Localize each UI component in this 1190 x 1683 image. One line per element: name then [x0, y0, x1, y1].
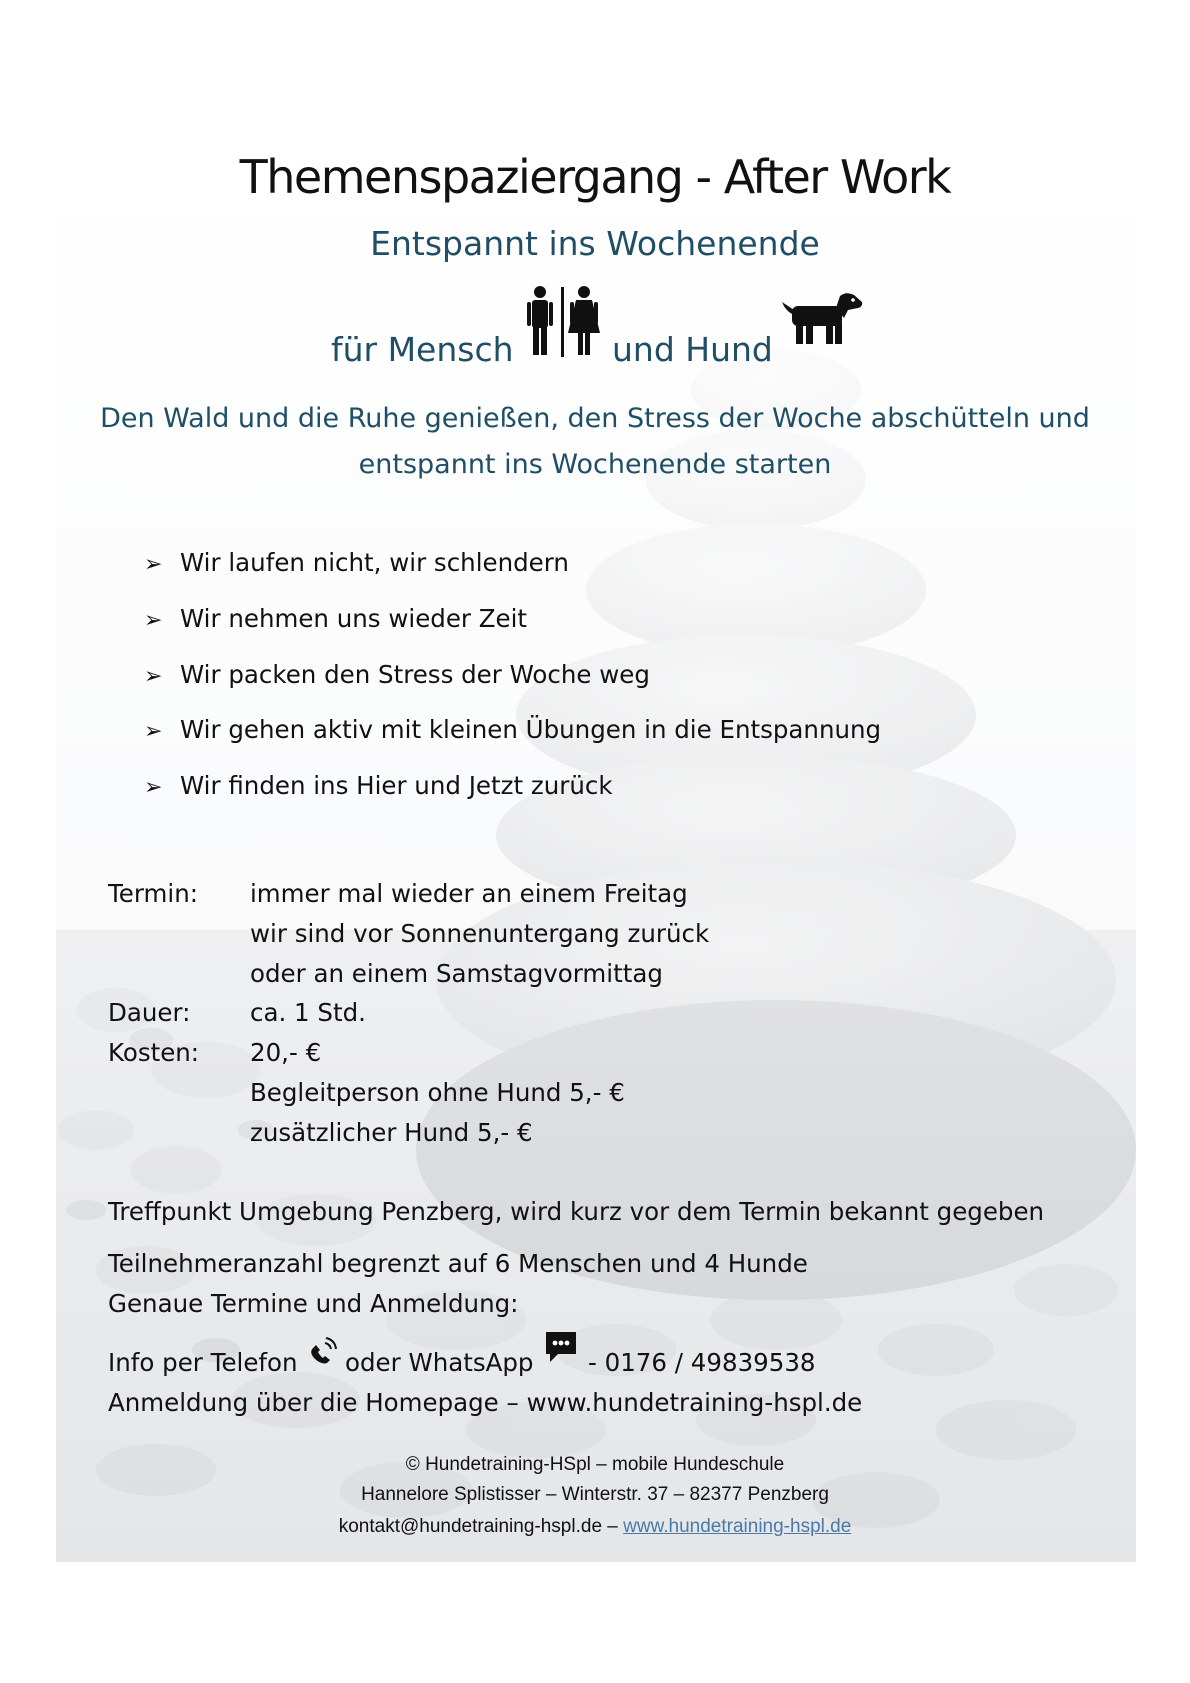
- intro-text: Den Wald und die Ruhe genießen, den Stress der Woche abschütteln und entspannt ins Wochenende starten: [100, 403, 1090, 480]
- list-item: ➢ Wir finden ins Hier und Jetzt zurück: [144, 771, 613, 800]
- teilnehmer-text: Teilnehmeranzahl begrenzt auf 6 Menschen und 4 Hunde: [108, 1249, 808, 1278]
- kosten-value: zusätzlicher Hund 5,- €: [250, 1118, 533, 1147]
- list-item: ➢ Wir gehen aktiv mit kleinen Übungen in die Entspannung: [144, 715, 882, 744]
- kosten-label: Kosten:: [108, 1038, 200, 1067]
- arrow-bullet-icon: ➢: [144, 719, 163, 744]
- page-title: Themenspaziergang - After Work: [239, 150, 951, 204]
- arrow-bullet-icon: ➢: [144, 608, 163, 633]
- audience-human-label: für Mensch: [331, 330, 514, 369]
- termin-label: Termin:: [108, 879, 198, 908]
- telefon-text: Info per Telefon: [108, 1348, 298, 1377]
- arrow-bullet-icon: ➢: [144, 552, 163, 577]
- dog-icon: [782, 292, 864, 346]
- homepage-text: Anmeldung über die Homepage – www.hundetraining-hspl.de: [108, 1388, 863, 1417]
- termin-value: oder an einem Samstagvormittag: [250, 959, 663, 988]
- phone-icon: [305, 1332, 341, 1368]
- chat-icon: [544, 1330, 578, 1364]
- termin-value: wir sind vor Sonnenuntergang zurück: [250, 919, 710, 948]
- footer-email[interactable]: kontakt@hundetraining-hspl.de –: [338, 1516, 618, 1537]
- arrow-bullet-icon: ➢: [144, 775, 163, 800]
- list-item: ➢ Wir laufen nicht, wir schlendern: [144, 548, 569, 577]
- genaue-termine-text: Genaue Termine und Anmeldung:: [108, 1289, 519, 1318]
- dauer-label: Dauer:: [108, 998, 191, 1027]
- kosten-value: Begleitperson ohne Hund 5,- €: [250, 1078, 625, 1107]
- list-item: ➢ Wir packen den Stress der Woche weg: [144, 660, 650, 689]
- footer-contact: [0, 1516, 1190, 1538]
- restroom-people-icon: [524, 285, 604, 357]
- whatsapp-text: oder WhatsApp: [345, 1348, 534, 1377]
- kosten-value: 20,- €: [250, 1038, 322, 1067]
- footer-address: Hannelore Splistisser – Winterstr. 37 – 82377 Penzberg: [361, 1484, 829, 1505]
- footer-website-link[interactable]: www.hundetraining-hspl.de: [623, 1516, 852, 1537]
- treffpunkt-text: Treffpunkt Umgebung Penzberg, wird kurz vor dem Termin bekannt gegeben: [108, 1197, 1045, 1226]
- phone-number[interactable]: - 0176 / 49839538: [588, 1348, 816, 1377]
- dauer-value: ca. 1 Std.: [250, 998, 366, 1027]
- audience-dog-label: und Hund: [612, 330, 773, 369]
- footer-line: © Hundetraining-HSpl – mobile Hundeschule: [405, 1454, 785, 1475]
- termin-value: immer mal wieder an einem Freitag: [250, 879, 688, 908]
- list-item: ➢ Wir nehmen uns wieder Zeit: [144, 604, 528, 633]
- arrow-bullet-icon: ➢: [144, 664, 163, 689]
- subtitle: Entspannt ins Wochenende: [370, 224, 820, 263]
